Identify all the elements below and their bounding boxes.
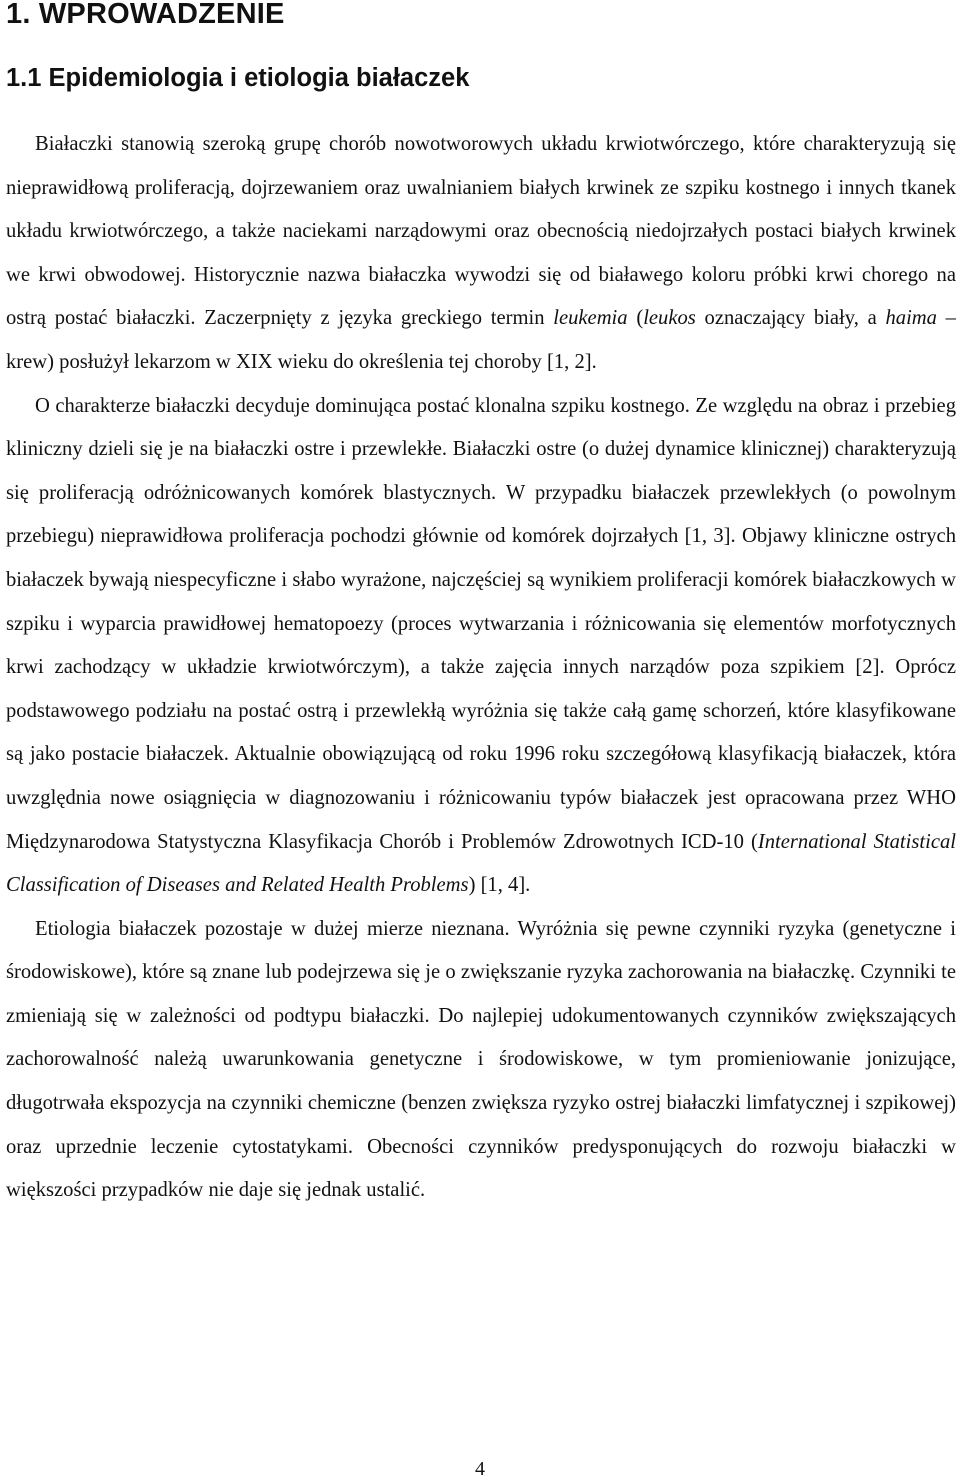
text-run: – krew) posłużył lekarzom w XIX wieku do określenia tej choroby [1, 2].: [6, 307, 956, 373]
italic-term: leukemia: [553, 307, 628, 330]
text-run: O charakterze białaczki decyduje dominująca postać klonalna szpiku kostnego. Ze względu na obraz i przebieg kliniczny dzieli się je na białaczki ostre i przewlekłe. Białaczki ostre (o dużej dynamice klinicznej) charakteryzują się proliferacją odróżnicowanych komórek blastycznych. W przypadku białaczek przewlekłych (o powolnym przebiegu) nieprawidłowa proliferacja pochodzi głównie od komórek dojrzałych [1, 3]. Objawy kliniczne ostrych białaczek bywają niespecyficzne i słabo wyrażone, najczęściej są wynikiem proliferacji komórek białaczkowych w szpiku i wyparcia prawidłowej hematopoezy (proces wytwarzania i różnicowania się elementów morfotycznych krwi zachodzący w układzie krwiotwórczym), a także zajęcia innych narządów poza szpikiem [2]. Oprócz podstawowego podziału na postać ostrą i przewlekłą wyróżnia się także całą gamę schorzeń, które klasyfikowane są jako postacie białaczek. Aktualnie obowiązującą od roku 1996 roku szczegółową klasyfikacją białaczek, która uwzględnia nowe osiągnięcia w diagnozowaniu i różnicowaniu typów białaczek jest opracowana przez WHO Międzynarodowa Statystyczna Klasyfikacja Chorób i Problemów Zdrowotnych ICD-10 (: [6, 394, 956, 853]
section-number: 1.1: [6, 64, 42, 92]
page-number: 4: [475, 1458, 485, 1480]
chapter-number: 1.: [6, 0, 31, 30]
text-run: Białaczki stanowią szeroką grupę chorób nowotworowych układu krwiotwórczego, które charakteryzują się nieprawidłową proliferacją, dojrzewaniem oraz uwalnianiem białych krwinek ze szpiku kostnego i innych tkanek układu krwiotwórczego, a także naciekami narządowymi oraz obecnością niedojrzałych postaci białych krwinek we krwi obwodowej. Historycznie nazwa białaczka wywodzi się od białawego koloru próbki krwi chorego na ostrą postać białaczki. Zaczerpnięty z języka greckiego termin: [6, 133, 956, 330]
italic-term: International Statistical Classification of Diseases and Related Health Problems: [6, 830, 956, 897]
italic-term: leukos: [643, 307, 696, 330]
text-run: oznaczający biały, a: [695, 307, 886, 330]
paragraph-3: [6, 908, 956, 1213]
text-run: (: [627, 307, 644, 330]
paragraph-1: [6, 123, 956, 385]
italic-term: haima: [885, 307, 937, 330]
text-run: ) [1, 4].: [468, 874, 531, 897]
paragraph-2: [6, 385, 956, 908]
text-run: Etiologia białaczek pozostaje w dużej mierze nieznana. Wyróżnia się pewne czynniki ryzyka (genetyczne i środowiskowe), które są znane lub podejrzewa się je o zwiększanie ryzyka zachorowania na białaczkę. Czynniki te zmieniają się w zależności od podtypu białaczki. Do najlepiej udokumentowanych czynników zwiększających zachorowalność należą uwarunkowania genetyczne i środowiskowe, w tym promieniowanie jonizujące, długotrwała ekspozycja na czynniki chemiczne (benzen zwiększa ryzyko ostrej białaczki limfatycznej i szpikowej) oraz uprzednie leczenie cytostatykami. Obecności czynników predysponujących do rozwoju białaczki w większości przypadków nie daje się jednak ustalić.: [6, 917, 956, 1202]
chapter-title: WPROWADZENIE: [38, 0, 285, 30]
chapter-heading: [6, 0, 285, 31]
body-text: [6, 123, 956, 1213]
section-title: Epidemiologia i etiologia białaczek: [48, 64, 470, 92]
section-heading: [6, 64, 469, 93]
